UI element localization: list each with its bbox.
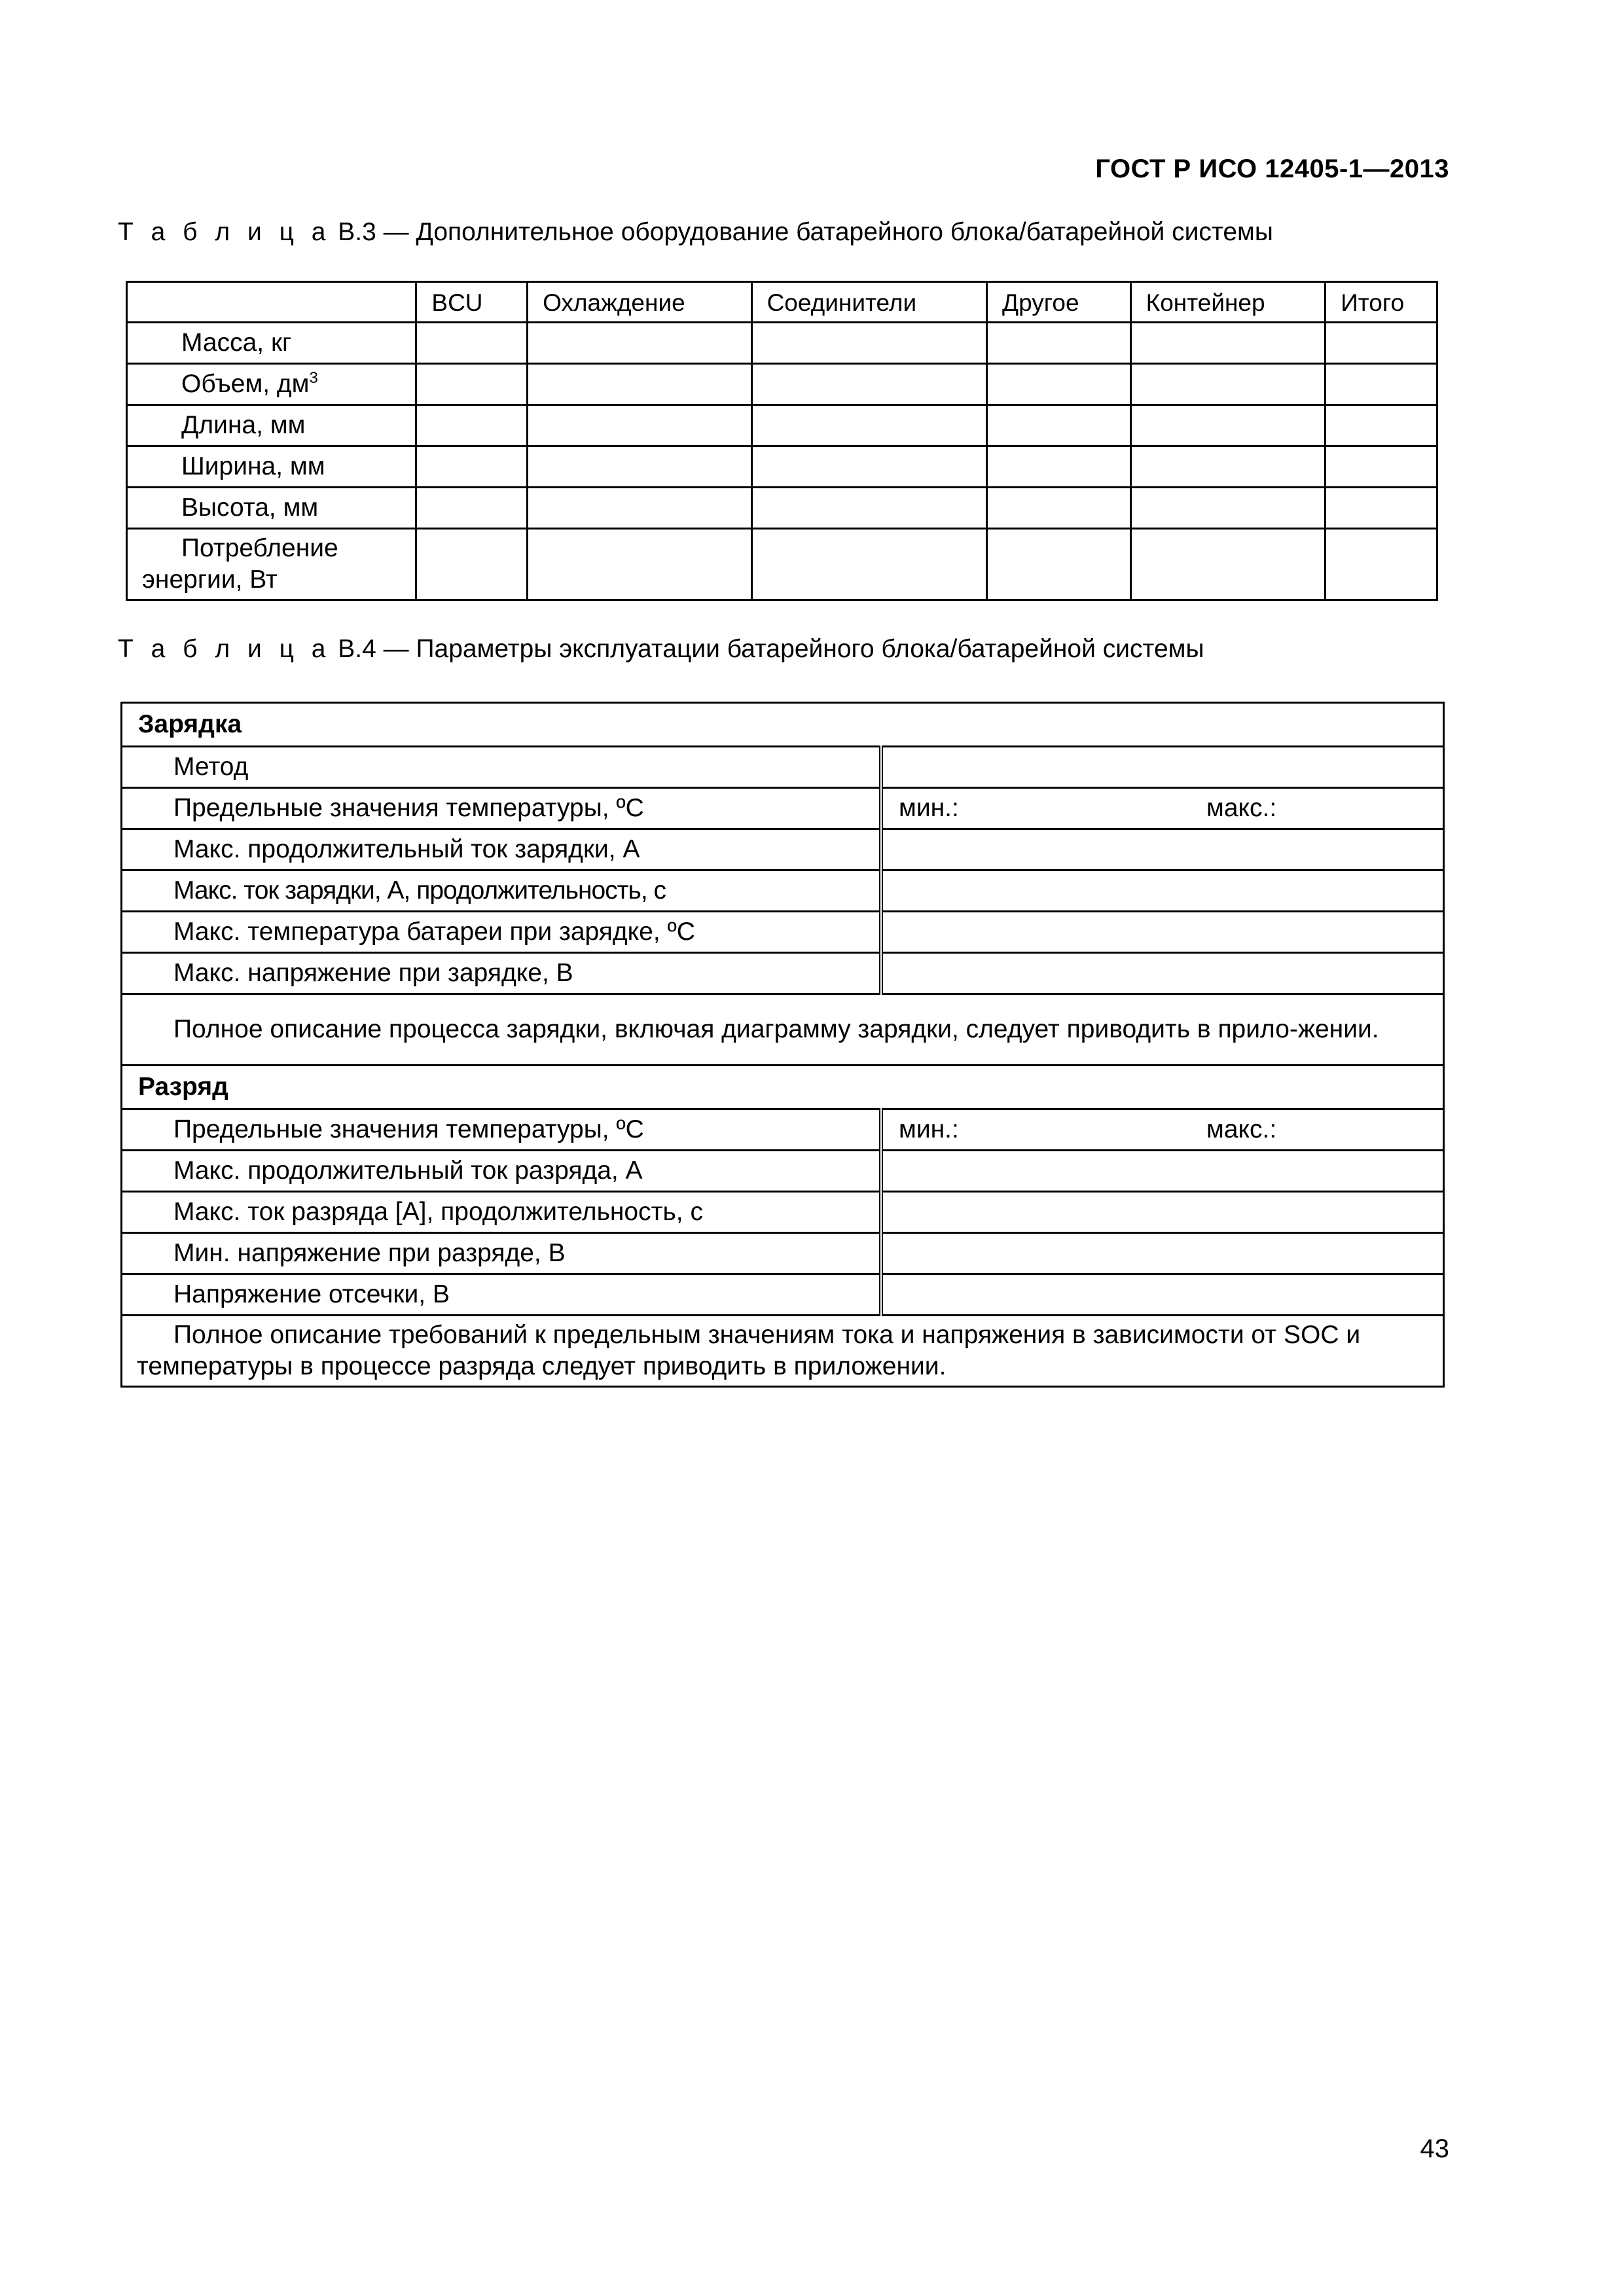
table-row xyxy=(122,788,1444,829)
param-value xyxy=(881,953,1444,994)
table-cell xyxy=(416,323,528,364)
param-label: Предельные значения температуры, ºС xyxy=(122,788,882,829)
table-cell xyxy=(528,405,752,446)
table-cell xyxy=(987,323,1131,364)
note-row xyxy=(122,1316,1444,1387)
table-cell xyxy=(1130,488,1326,529)
table-cell xyxy=(528,446,752,488)
param-value xyxy=(881,1274,1444,1316)
table-cell xyxy=(751,364,986,405)
section-title-discharge: Разряд xyxy=(122,1066,1444,1109)
table-cell xyxy=(987,405,1131,446)
table-row xyxy=(122,1192,1444,1233)
param-value xyxy=(881,747,1444,788)
param-value xyxy=(881,870,1444,912)
row-label: Ширина, мм xyxy=(127,446,416,488)
table-row xyxy=(122,953,1444,994)
row-label: Высота, мм xyxy=(127,488,416,529)
param-value xyxy=(881,1151,1444,1192)
table-cell xyxy=(987,446,1131,488)
table-cell xyxy=(751,446,986,488)
table-cell xyxy=(1130,323,1326,364)
section-header-row xyxy=(122,1066,1444,1109)
table-cell xyxy=(751,529,986,600)
table-cell xyxy=(751,488,986,529)
param-label: Мин. напряжение при разряде, В xyxy=(122,1233,882,1274)
table-b4-caption-text: В.4 — Параметры эксплуатации батарейного блока/батарейной системы xyxy=(331,635,1204,663)
param-label: Макс. продолжительный ток зарядки, А xyxy=(122,829,882,870)
table-row xyxy=(122,829,1444,870)
table-cell xyxy=(528,323,752,364)
row-label: Масса, кг xyxy=(127,323,416,364)
param-value xyxy=(881,1109,1444,1151)
param-value xyxy=(881,1192,1444,1233)
table-cell xyxy=(1130,364,1326,405)
table-cell xyxy=(987,529,1131,600)
table-b4 xyxy=(120,702,1445,1388)
table-cell xyxy=(1326,446,1437,488)
table-b3-caption xyxy=(118,218,1273,247)
row-label: Длина, мм xyxy=(127,405,416,446)
table-row xyxy=(127,529,1437,600)
table-b3-header-row xyxy=(127,282,1437,323)
row-label: Потребление энергии, Вт xyxy=(127,529,416,600)
table-cell xyxy=(987,488,1131,529)
param-value xyxy=(881,912,1444,953)
table-b3-col-header: Итого xyxy=(1326,282,1437,323)
section-title-charge: Зарядка xyxy=(122,703,1444,747)
table-cell xyxy=(1326,488,1437,529)
table-cell xyxy=(416,364,528,405)
table-row xyxy=(127,323,1437,364)
table-b3-col-header: Контейнер xyxy=(1130,282,1326,323)
table-b3-col-header xyxy=(127,282,416,323)
table-b3-col-header: BCU xyxy=(416,282,528,323)
table-row xyxy=(122,912,1444,953)
table-row xyxy=(122,1274,1444,1316)
param-label: Макс. напряжение при зарядке, В xyxy=(122,953,882,994)
table-cell xyxy=(416,488,528,529)
page-number: 43 xyxy=(1420,2134,1449,2163)
table-cell xyxy=(751,323,986,364)
max-label: макс.: xyxy=(1206,1115,1277,1143)
table-row xyxy=(122,1233,1444,1274)
table-b3-col-header: Другое xyxy=(987,282,1131,323)
table-b3-col-header: Соединители xyxy=(751,282,986,323)
table-cell xyxy=(1130,405,1326,446)
table-cell xyxy=(528,529,752,600)
param-value xyxy=(881,1233,1444,1274)
table-cell xyxy=(1130,529,1326,600)
table-row xyxy=(122,870,1444,912)
table-cell xyxy=(1326,405,1437,446)
row-label: Объем, $дм^3$ xyxy=(127,364,416,405)
table-row xyxy=(122,1109,1444,1151)
section-header-row xyxy=(122,703,1444,747)
document-standard-header: ГОСТ Р ИСО 12405-1—2013 xyxy=(1095,154,1449,183)
table-row xyxy=(122,747,1444,788)
table-row xyxy=(127,488,1437,529)
table-b3-caption-text: В.3 — Дополнительное оборудование батарейного блока/батарейной системы xyxy=(331,218,1273,246)
param-value xyxy=(881,829,1444,870)
table-cell xyxy=(416,529,528,600)
discharge-note: Полное описание требований к предельным значениям тока и напряжения в зависимости от SOC и температуры в процессе разряда следует приводить в приложении. xyxy=(122,1316,1444,1387)
min-label: мин.: xyxy=(899,1115,959,1143)
param-label: Напряжение отсечки, В xyxy=(122,1274,882,1316)
table-b3-caption-word: Т а б л и ц а xyxy=(118,218,331,246)
table-cell xyxy=(1326,323,1437,364)
min-label: мин.: xyxy=(899,794,959,822)
table-row xyxy=(127,364,1437,405)
param-label: Макс. температура батареи при зарядке, ºС xyxy=(122,912,882,953)
table-row xyxy=(122,1151,1444,1192)
table-b4-caption xyxy=(118,635,1204,664)
table-row xyxy=(127,446,1437,488)
table-cell xyxy=(528,364,752,405)
param-label: Предельные значения температуры, ºС xyxy=(122,1109,882,1151)
param-label: Метод xyxy=(122,747,882,788)
table-row xyxy=(127,405,1437,446)
table-b4-caption-word: Т а б л и ц а xyxy=(118,635,331,663)
table-cell xyxy=(1326,529,1437,600)
table-cell xyxy=(751,405,986,446)
table-cell xyxy=(416,405,528,446)
param-label: Макс. ток зарядки, А, продолжительность, с xyxy=(122,870,882,912)
max-label: макс.: xyxy=(1206,794,1277,822)
table-cell xyxy=(1326,364,1437,405)
table-cell xyxy=(416,446,528,488)
table-cell xyxy=(528,488,752,529)
param-label: Макс. ток разряда [А], продолжительность, с xyxy=(122,1192,882,1233)
param-value xyxy=(881,788,1444,829)
param-label: Макс. продолжительный ток разряда, А xyxy=(122,1151,882,1192)
table-cell xyxy=(1130,446,1326,488)
note-row xyxy=(122,994,1444,1066)
charge-note: Полное описание процесса зарядки, включая диаграмму зарядки, следует приводить в прило-жении. xyxy=(122,994,1444,1066)
table-cell xyxy=(987,364,1131,405)
table-b3 xyxy=(126,281,1438,601)
table-b3-col-header: Охлаждение xyxy=(528,282,752,323)
